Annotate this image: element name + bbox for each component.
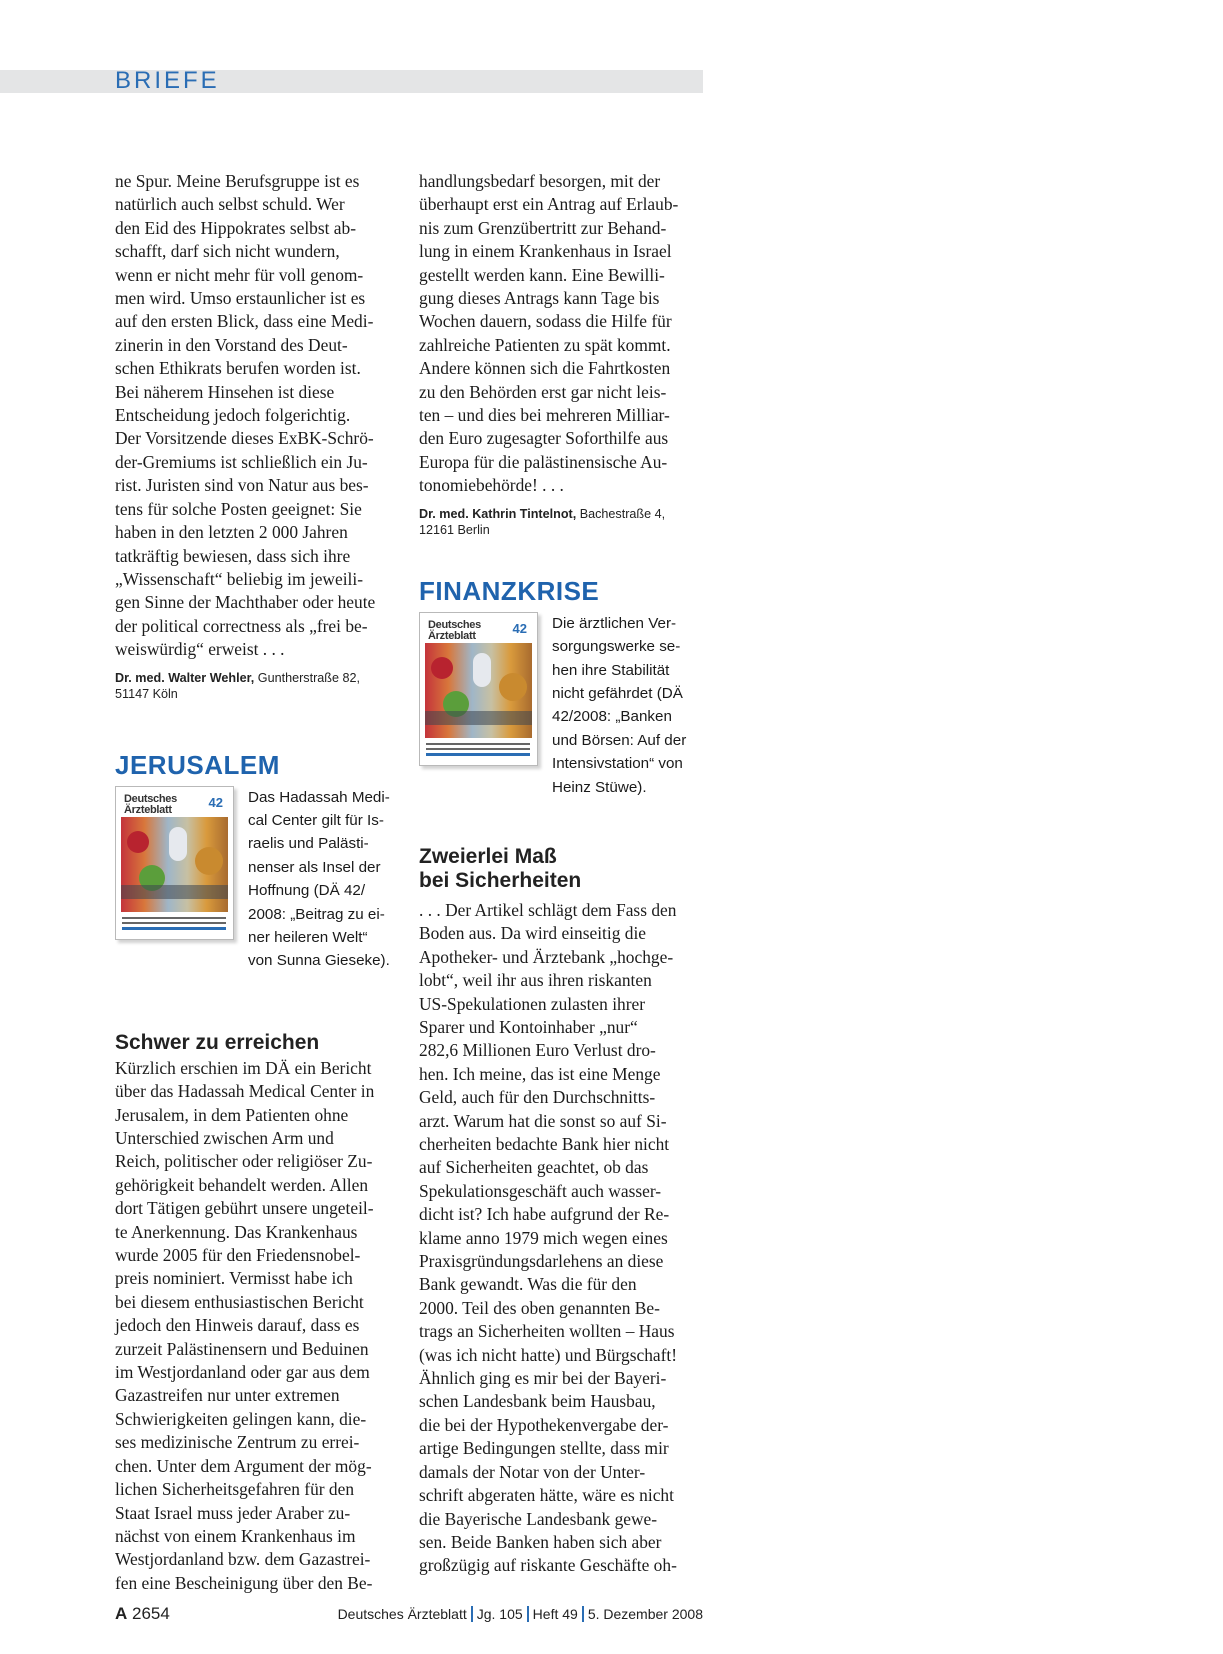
cover-issue-number: 42 bbox=[208, 794, 223, 810]
section-label: BRIEFE bbox=[115, 67, 220, 94]
letter-body-text: . . . Der Artikel schlägt dem Fass den Boden aus. Da wird einseitig die Apotheker- und Ärztebank „hochge- lobt“, weil ihr aus ihren riskanten US-Spekulationen zulasten ihrer Sparer und Kontoinhaber „nur“ 282,6 Millionen Euro Verlust dro- hen. Ich meine, das ist eine Menge Geld, auch für den Durchschnitts- arzt. Warum hat die sonst so auf Si- cherheiten bedachte Bank hier nicht auf Sicherheiten geachtet, ob das Spekulationsgeschäft auch wasser- dicht ist? Ich habe aufgrund der Re- klame anno 1979 mich wegen eines Praxisgründungsdarlehens an diese Bank gewandt. Was die für den 2000. Teil des oben genannten Be- trags an Sicherheiten wollten – Haus (was ich nicht hatte) und Bürgschaft! Ähnlich ging es mir bei der Bayeri- schen Landesbank beim Hausbau, die bei der Hypothekenvergabe der- artige Bedingungen stellte, dass mir damals der Notar von der Unter- schrift abgeraten hätte, wäre es nicht die Bayerische Landesbank gewe- sen. Beide Banken haben sich aber großzügig auf riskante Geschäfte oh- bbox=[419, 899, 678, 1576]
cover-title: Deutsches Ärzteblatt bbox=[124, 792, 177, 816]
page-prefix: A bbox=[115, 1604, 128, 1623]
separator bbox=[471, 1606, 473, 1622]
magazine-cover-image bbox=[419, 612, 538, 766]
cover-photo bbox=[121, 817, 228, 912]
letter-continuation-text: ne Spur. Meine Berufsgruppe ist es natürlich auch selbst schuld. Wer den Eid des Hippokrates selbst ab- schafft, darf sich nicht wundern, wenn er nicht mehr für voll genom- men wird. Umso erstaunlicher ist es auf den ersten Blick, dass eine Medi- zinerin in den Vorstand des Deut- schen Ethikrats berufen worden ist. Bei näherem Hinsehen ist diese Entscheidung jedoch folgerichtig. Der Vorsitzende dieses ExBK-Schrö- der-Gremiums ist schließlich ein Ju- rist. Juristen sind von Natur aus bes- tens für solche Posten geeignet: Sie haben in den letzten 2 000 Jahren tatkräftig bewiesen, dass sich ihre „Wissenschaft“ beliebig im jeweili- gen Sinne der Machthaber oder heute der political correctness als „frei be- weiswürdig“ erweist . . . bbox=[115, 171, 376, 660]
topic-heading-finanzkrise: FINANZKRISE bbox=[419, 575, 600, 606]
teaser-text: Das Hadassah Medi- cal Center gilt für Is- raelis und Palästi- nenser als Insel der Hoffnung (DÄ 42/ 2008: „Beitrag zu ei- ner heileren Welt“ von Sunna Gieseke). bbox=[248, 788, 390, 970]
letter-signature bbox=[115, 670, 400, 702]
cover-title: Deutsches Ärzteblatt bbox=[428, 618, 481, 642]
teaser-text: Die ärztlichen Ver- sorgungswerke se- hen ihre Stabilität nicht gefährdet (DÄ 42/2008: „Banken und Börsen: Auf der Intensivstation“ von Heinz Stüwe). bbox=[552, 614, 687, 796]
letter-headline: Schwer zu erreichen bbox=[115, 1030, 320, 1054]
right-column bbox=[419, 170, 704, 1578]
letter-signature bbox=[419, 506, 704, 538]
signature-name: Dr. med. Walter Wehler, bbox=[115, 670, 255, 685]
left-column bbox=[115, 170, 400, 1595]
issue: Heft 49 bbox=[532, 1606, 578, 1622]
page-number-value: 2654 bbox=[127, 1604, 170, 1623]
page-footer bbox=[115, 1604, 703, 1626]
separator bbox=[527, 1606, 529, 1622]
signature-name: Dr. med. Kathrin Tintelnot, bbox=[419, 506, 577, 521]
topic-heading-jerusalem: JERUSALEM bbox=[115, 749, 280, 780]
page-number bbox=[115, 1604, 170, 1624]
article-teaser bbox=[419, 612, 704, 799]
cover-text-lines bbox=[122, 917, 226, 933]
signature-address: Guntherstraße 82, 51147 Köln bbox=[115, 670, 360, 701]
signature-address: Bachestraße 4, 12161 Berlin bbox=[419, 506, 666, 537]
date: 5. Dezember 2008 bbox=[587, 1606, 703, 1622]
letter-body-text: Kürzlich erschien im DÄ ein Bericht über das Hadassah Medical Center in Jerusalem, in dem Patienten ohne Unterschied zwischen Arm und Reich, politischer oder religiöser Zu- gehörigkeit behandelt werden. Allen dort Tätigen gebührt unsere ungeteil- te Anerkennung. Das Krankenhaus wurde 2005 für den Friedensnobel- preis nominiert. Vermisst habe ich bei diesem enthusiastischen Bericht jedoch den Hinweis darauf, dass es zurzeit Palästinensern und Beduinen im Westjordanland oder gar aus dem Gazastreifen nur unter extremen Schwierigkeiten gelingen kann, die- ses medizinische Zentrum zu errei- chen. Unter dem Argument der mög- lichen Sicherheitsgefahren für den Staat Israel muss jeder Araber zu- nächst von einem Krankenhaus im Westjordanland bzw. dem Gazastrei- fen eine Bescheinigung über den Be- bbox=[115, 1057, 375, 1593]
volume: Jg. 105 bbox=[476, 1606, 523, 1622]
magazine-cover-image bbox=[115, 786, 234, 940]
cover-photo bbox=[425, 643, 532, 738]
cover-issue-number: 42 bbox=[512, 620, 527, 636]
letter-headline: Zweierlei Maß bei Sicherheiten bbox=[419, 844, 582, 892]
cover-text-lines bbox=[426, 743, 530, 759]
article-teaser bbox=[115, 786, 400, 973]
journal-name: Deutsches Ärzteblatt bbox=[337, 1606, 467, 1622]
publication-info bbox=[338, 1606, 703, 1622]
header-bar bbox=[0, 70, 703, 93]
separator bbox=[582, 1606, 584, 1622]
letter-continuation-text: handlungsbedarf besorgen, mit der überhaupt erst ein Antrag auf Erlaub- nis zum Grenzübertritt zur Behand- lung in einem Krankenhaus in Israel gestellt werden kann. Eine Bewilli- gung dieses Antrags kann Tage bis Wochen dauern, sodass die Hilfe für zahlreiche Patienten zu spät kommt. Andere können sich die Fahrtkosten zu den Behörden erst gar nicht leis- ten – und dies bei mehreren Milliar- den Euro zugesagter Soforthilfe aus Europa für die palästinensische Au- tonomiebehörde! . . . bbox=[419, 171, 679, 496]
